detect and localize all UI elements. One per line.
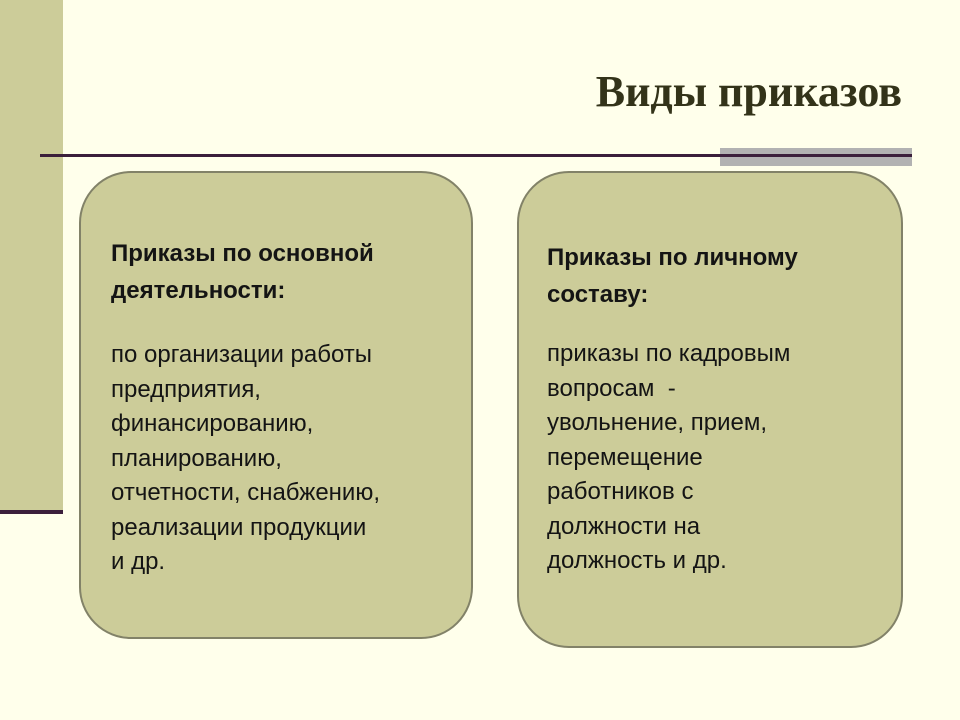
- card-body: [111, 338, 451, 580]
- title-rule-accent-line: [720, 154, 912, 157]
- body-line: приказы по кадровым: [547, 340, 791, 367]
- body-line: должности на: [547, 512, 701, 540]
- card-heading: [111, 235, 451, 309]
- card-personnel: [517, 171, 903, 648]
- body-line: перемещение: [547, 443, 703, 471]
- heading-line: Приказы по личному: [547, 244, 798, 271]
- body-line: вопросам -: [547, 374, 676, 402]
- body-line: работников с: [547, 478, 694, 505]
- body-line: должность и др.: [547, 547, 727, 574]
- body-line: финансированию,: [111, 410, 314, 437]
- title-rule-accent: [720, 148, 912, 166]
- heading-line: Приказы по основной: [111, 240, 374, 267]
- side-band: [0, 0, 63, 512]
- side-band-underline: [0, 510, 63, 514]
- body-line: и др.: [111, 548, 166, 575]
- card-main-activity: [79, 171, 473, 639]
- body-line: отчетности, снабжению,: [111, 479, 381, 506]
- body-line: по организации работы: [111, 341, 373, 368]
- body-line: реализации продукции: [111, 513, 367, 541]
- heading-line: составу:: [547, 281, 649, 308]
- heading-line: деятельности:: [111, 277, 286, 304]
- card-body: [547, 337, 881, 579]
- body-line: предприятия,: [111, 375, 261, 403]
- card-heading: [547, 239, 881, 313]
- body-line: увольнение, прием,: [547, 409, 768, 436]
- body-line: планированию,: [111, 444, 282, 472]
- slide-title: Виды приказов: [595, 67, 902, 116]
